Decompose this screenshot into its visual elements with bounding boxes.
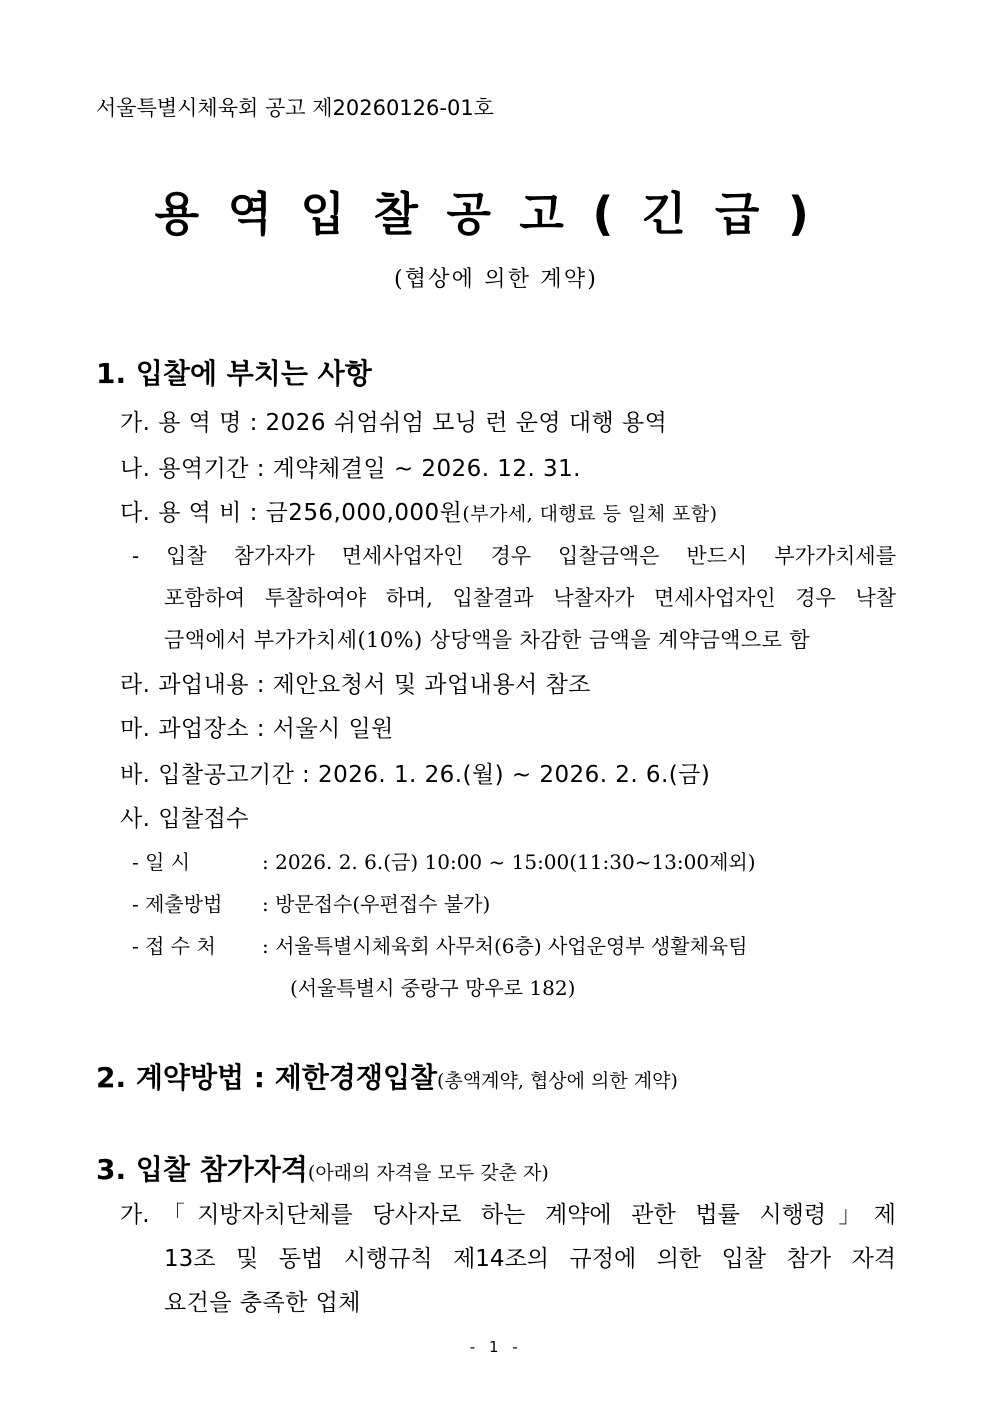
vat-note-line-1: - 입찰 참가자가 면세사업자인 경우 입찰금액은 반드시 부가가치세를 xyxy=(132,544,896,568)
contract-method-note: (총액계약, 협상에 의한 계약) xyxy=(437,1070,678,1092)
submission-time-value: : 2026. 2. 6.(금) 10:00 ~ 15:00(11:30~13:00제외) xyxy=(262,850,756,874)
submission-place-value: : 서울특별시체육회 사무처(6층) 사업운영부 생활체육팀 xyxy=(262,934,748,958)
page-number: - 1 - xyxy=(469,1338,523,1356)
item-bid-submission: 사. 입찰접수 xyxy=(120,806,249,832)
item-service-cost xyxy=(120,494,718,527)
eligibility-note: (아래의 자격을 모두 갖춘 자) xyxy=(307,1162,549,1184)
submission-method-label: - 제출방법 xyxy=(132,892,223,916)
submission-address: (서울특별시 중랑구 망우로 182) xyxy=(290,976,576,1000)
section-2-heading xyxy=(96,1056,678,1096)
section-1-heading: 1. 입찰에 부치는 사항 xyxy=(96,357,372,390)
eligibility-line-1: 가.「지방자치단체를 당사자로 하는 계약에 관한 법률 시행령」제 xyxy=(120,1202,896,1228)
service-cost-amount: 금256,000,000원 xyxy=(265,500,463,526)
item-bid-period: 바. 입찰공고기간 : 2026. 1. 26.(월) ~ 2026. 2. 6.(금) xyxy=(120,762,711,788)
eligibility-line-3: 요건을 충족한 업체 xyxy=(164,1290,361,1316)
page-title: 용역입찰공고(긴급) xyxy=(154,187,838,241)
eligibility-line-2: 13조 및 동법 시행규칙 제14조의 규정에 의한 입찰 참가 자격 xyxy=(164,1246,896,1272)
submission-place-label: - 접 수 처 xyxy=(132,934,216,958)
vat-note-line-3: 금액에서 부가가치세(10%) 상당액을 차감한 금액을 계약금액으로 함 xyxy=(164,628,811,652)
section-3-heading xyxy=(96,1148,549,1188)
submission-time-label: - 일 시 xyxy=(132,850,191,874)
contract-method: 2. 계약방법 : 제한경쟁입찰 xyxy=(96,1061,438,1094)
page-subtitle: (협상에 의한 계약) xyxy=(393,267,599,292)
service-cost-note: (부가세, 대행료 등 일체 포함) xyxy=(462,503,718,525)
item-task-content: 라. 과업내용 : 제안요청서 및 과업내용서 참조 xyxy=(120,672,591,698)
notice-number: 서울특별시체육회 공고 제20260126-01호 xyxy=(96,96,494,120)
item-service-period: 나. 용역기간 : 계약체결일 ~ 2026. 12. 31. xyxy=(120,456,581,482)
vat-note-line-2: 포함하여 투찰하여야 하며, 입찰결과 낙찰자가 면세사업자인 경우 낙찰 xyxy=(164,586,896,610)
eligibility-heading: 3. 입찰 참가자격 xyxy=(96,1153,308,1186)
item-service-name: 가. 용 역 명 : 2026 쉬엄쉬엄 모닝 런 운영 대행 용역 xyxy=(120,410,668,436)
submission-method-value: : 방문접수(우편접수 불가) xyxy=(262,892,491,916)
service-cost-label: 다. 용 역 비 : xyxy=(120,500,266,526)
item-task-location: 마. 과업장소 : 서울시 일원 xyxy=(120,716,394,742)
